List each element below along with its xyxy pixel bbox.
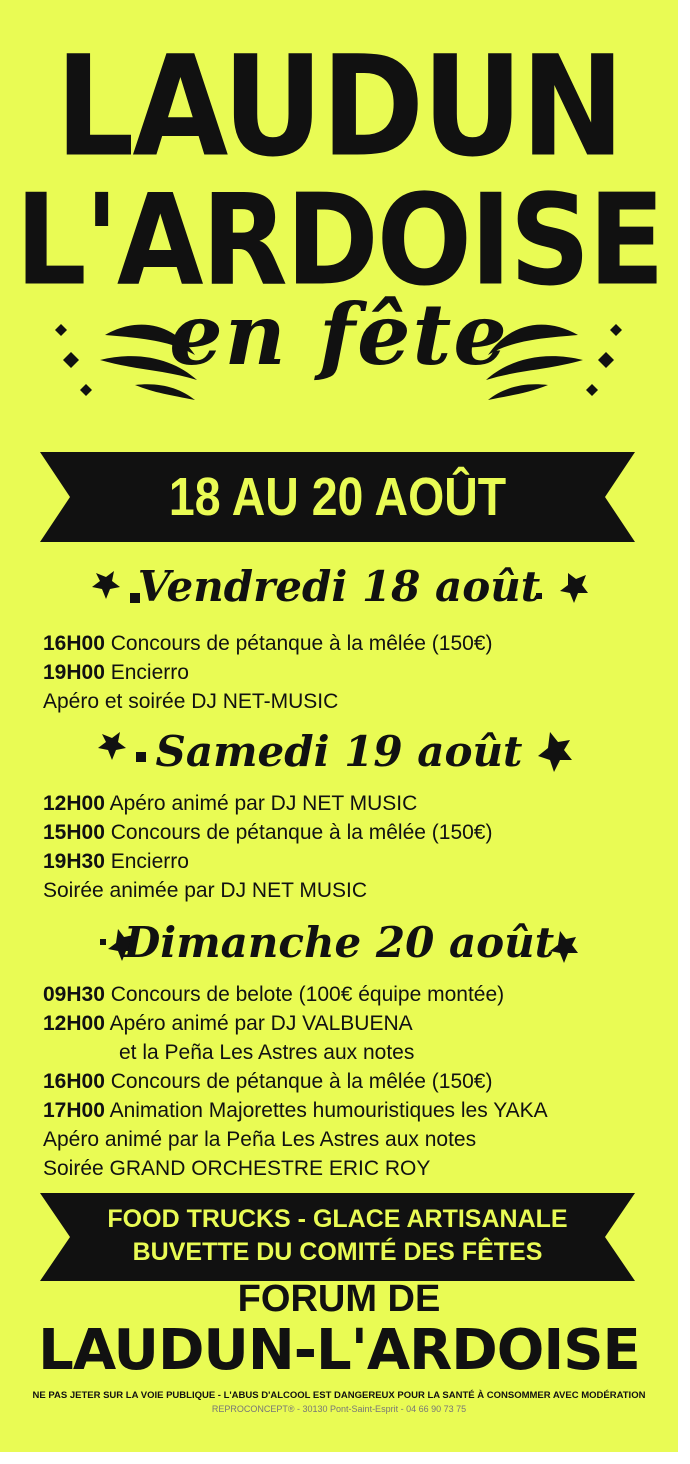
event-text: Apéro animé par DJ NET MUSIC: [104, 792, 418, 815]
day-heading-sunday: Dimanche 20 août: [123, 918, 555, 967]
event-line: [43, 1038, 548, 1067]
event-line: [43, 658, 492, 687]
dates-banner: [40, 452, 635, 542]
title-line-2: L'ARDOISE: [15, 167, 663, 314]
food-banner-text: [40, 1203, 635, 1269]
event-line: [43, 1096, 548, 1125]
event-text: Soirée GRAND ORCHESTRE ERIC ROY: [43, 1157, 431, 1180]
event-text: et la Peña Les Astres aux notes: [119, 1041, 415, 1064]
event-text: Concours de pétanque à la mêlée (150€): [104, 1070, 493, 1093]
food-banner-line-1: FOOD TRUCKS - GLACE ARTISANALE: [107, 1205, 568, 1233]
margin-strip: [0, 1452, 690, 1464]
saturday-events: [43, 789, 492, 905]
event-text: Apéro animé par DJ VALBUENA: [104, 1012, 413, 1035]
food-banner-line-2: BUVETTE DU COMITÉ DES FÊTES: [132, 1238, 543, 1266]
event-time: 12H00: [43, 1012, 105, 1035]
event-text: Animation Majorettes humouristiques les YAKA: [104, 1099, 548, 1122]
event-text: Concours de pétanque à la mêlée (150€): [104, 632, 493, 655]
event-line: [43, 789, 492, 818]
event-time: 15H00: [43, 821, 105, 844]
venue-line-2: LAUDUN-L'ARDOISE: [38, 1318, 640, 1383]
margin-strip: [678, 0, 690, 1464]
subtitle-en-fete: en fête: [169, 285, 509, 384]
sunday-events: [43, 980, 548, 1183]
event-text: Concours de pétanque à la mêlée (150€): [104, 821, 493, 844]
printer-credit: REPROCONCEPT® - 30130 Pont-Saint-Esprit - 04 66 90 73 75: [211, 1404, 467, 1414]
event-time: 12H00: [43, 792, 105, 815]
event-text: Soirée animée par DJ NET MUSIC: [43, 879, 368, 902]
event-line: [43, 687, 492, 716]
event-text: Apéro et soirée DJ NET-MUSIC: [43, 690, 339, 713]
event-line: [43, 818, 492, 847]
event-text: Concours de belote (100€ équipe montée): [104, 983, 505, 1006]
event-line: [43, 629, 492, 658]
event-line: [43, 1154, 548, 1183]
event-time: 16H00: [43, 1070, 105, 1093]
event-time: 17H00: [43, 1099, 105, 1122]
event-line: [43, 847, 492, 876]
legal-notice: NE PAS JETER SUR LA VOIE PUBLIQUE - L'ABUS D'ALCOOL EST DANGEREUX POUR LA SANTÉ À CONSOMMER AVEC MODÉRATION: [32, 1390, 646, 1401]
day-heading-saturday: Samedi 19 août: [155, 727, 523, 776]
friday-events: [43, 629, 492, 716]
event-time: 19H30: [43, 850, 105, 873]
event-text: Encierro: [104, 661, 189, 684]
dates-banner-text: 18 AU 20 AOÛT: [168, 467, 507, 527]
event-text: Apéro animé par la Peña Les Astres aux notes: [43, 1128, 477, 1151]
event-time: 19H00: [43, 661, 105, 684]
event-line: [43, 980, 548, 1009]
event-time: 09H30: [43, 983, 105, 1006]
event-line: [43, 876, 492, 905]
venue-line-1: FORUM DE: [237, 1278, 441, 1320]
event-line: [43, 1125, 548, 1154]
title-line-1: LAUDUN: [55, 26, 623, 189]
event-text: Encierro: [104, 850, 189, 873]
event-line: [43, 1009, 548, 1038]
event-time: 16H00: [43, 632, 105, 655]
day-heading-friday: Vendredi 18 août: [137, 562, 541, 611]
food-banner: [40, 1193, 635, 1281]
event-line: [43, 1067, 548, 1096]
